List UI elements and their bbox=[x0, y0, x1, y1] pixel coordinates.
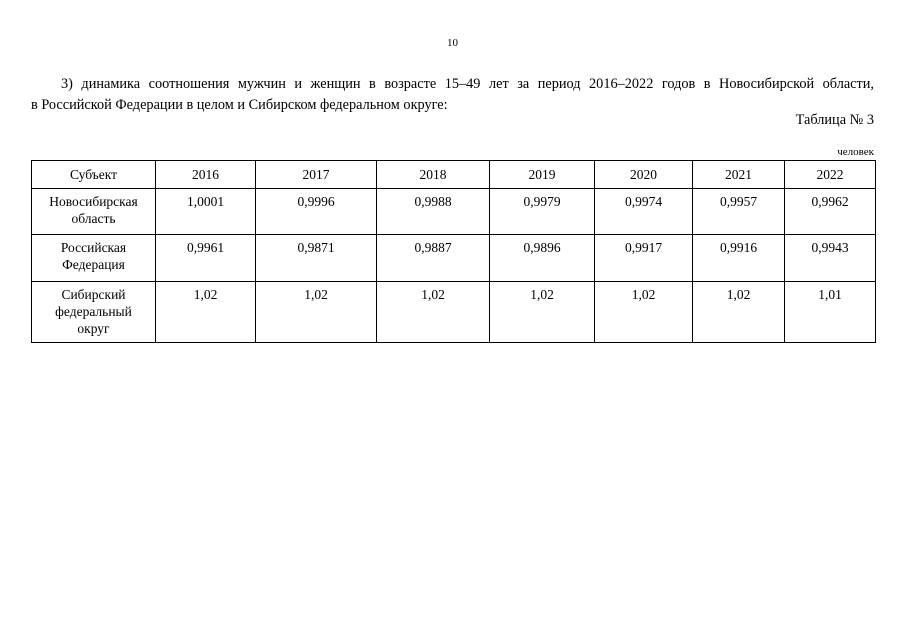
value-cell: 0,9896 bbox=[490, 235, 595, 282]
header-2018: 2018 bbox=[377, 161, 490, 189]
value-cell: 0,9887 bbox=[377, 235, 490, 282]
value-cell: 0,9916 bbox=[693, 235, 785, 282]
value-cell: 1,01 bbox=[785, 282, 876, 343]
subject-cell: Новосибирская область bbox=[32, 189, 156, 235]
value-cell: 0,9988 bbox=[377, 189, 490, 235]
value-cell: 0,9996 bbox=[256, 189, 377, 235]
unit-note: человек bbox=[837, 146, 874, 158]
intro-line-1: 3) динамика соотношения мужчин и женщин в возрасте 15–49 лет за период 2016–2022 годов в Новосибирской области, bbox=[61, 76, 874, 92]
value-cell: 1,02 bbox=[693, 282, 785, 343]
value-cell: 0,9962 bbox=[785, 189, 876, 235]
sex-ratio-table bbox=[31, 160, 876, 343]
header-2019: 2019 bbox=[490, 161, 595, 189]
value-cell: 1,02 bbox=[256, 282, 377, 343]
intro-paragraph bbox=[31, 74, 874, 116]
value-cell: 0,9943 bbox=[785, 235, 876, 282]
value-cell: 0,9871 bbox=[256, 235, 377, 282]
header-2020: 2020 bbox=[595, 161, 693, 189]
value-cell: 0,9979 bbox=[490, 189, 595, 235]
subject-cell: Российская Федерация bbox=[32, 235, 156, 282]
value-cell: 1,02 bbox=[490, 282, 595, 343]
header-2022: 2022 bbox=[785, 161, 876, 189]
table-row bbox=[32, 282, 876, 343]
table-row bbox=[32, 189, 876, 235]
intro-line-2: в Российской Федерации в целом и Сибирском федеральном округе: bbox=[31, 97, 448, 113]
value-cell: 0,9957 bbox=[693, 189, 785, 235]
value-cell: 1,02 bbox=[595, 282, 693, 343]
value-cell: 1,02 bbox=[156, 282, 256, 343]
value-cell: 1,0001 bbox=[156, 189, 256, 235]
value-cell: 0,9961 bbox=[156, 235, 256, 282]
header-2017: 2017 bbox=[256, 161, 377, 189]
table-caption: Таблица № 3 bbox=[795, 112, 874, 128]
value-cell: 1,02 bbox=[377, 282, 490, 343]
header-2016: 2016 bbox=[156, 161, 256, 189]
table-row bbox=[32, 235, 876, 282]
table-header-row bbox=[32, 161, 876, 189]
page-number: 10 bbox=[447, 37, 458, 49]
header-2021: 2021 bbox=[693, 161, 785, 189]
value-cell: 0,9974 bbox=[595, 189, 693, 235]
value-cell: 0,9917 bbox=[595, 235, 693, 282]
header-subject: Субъект bbox=[32, 161, 156, 189]
subject-cell: Сибирский федеральный округ bbox=[32, 282, 156, 343]
